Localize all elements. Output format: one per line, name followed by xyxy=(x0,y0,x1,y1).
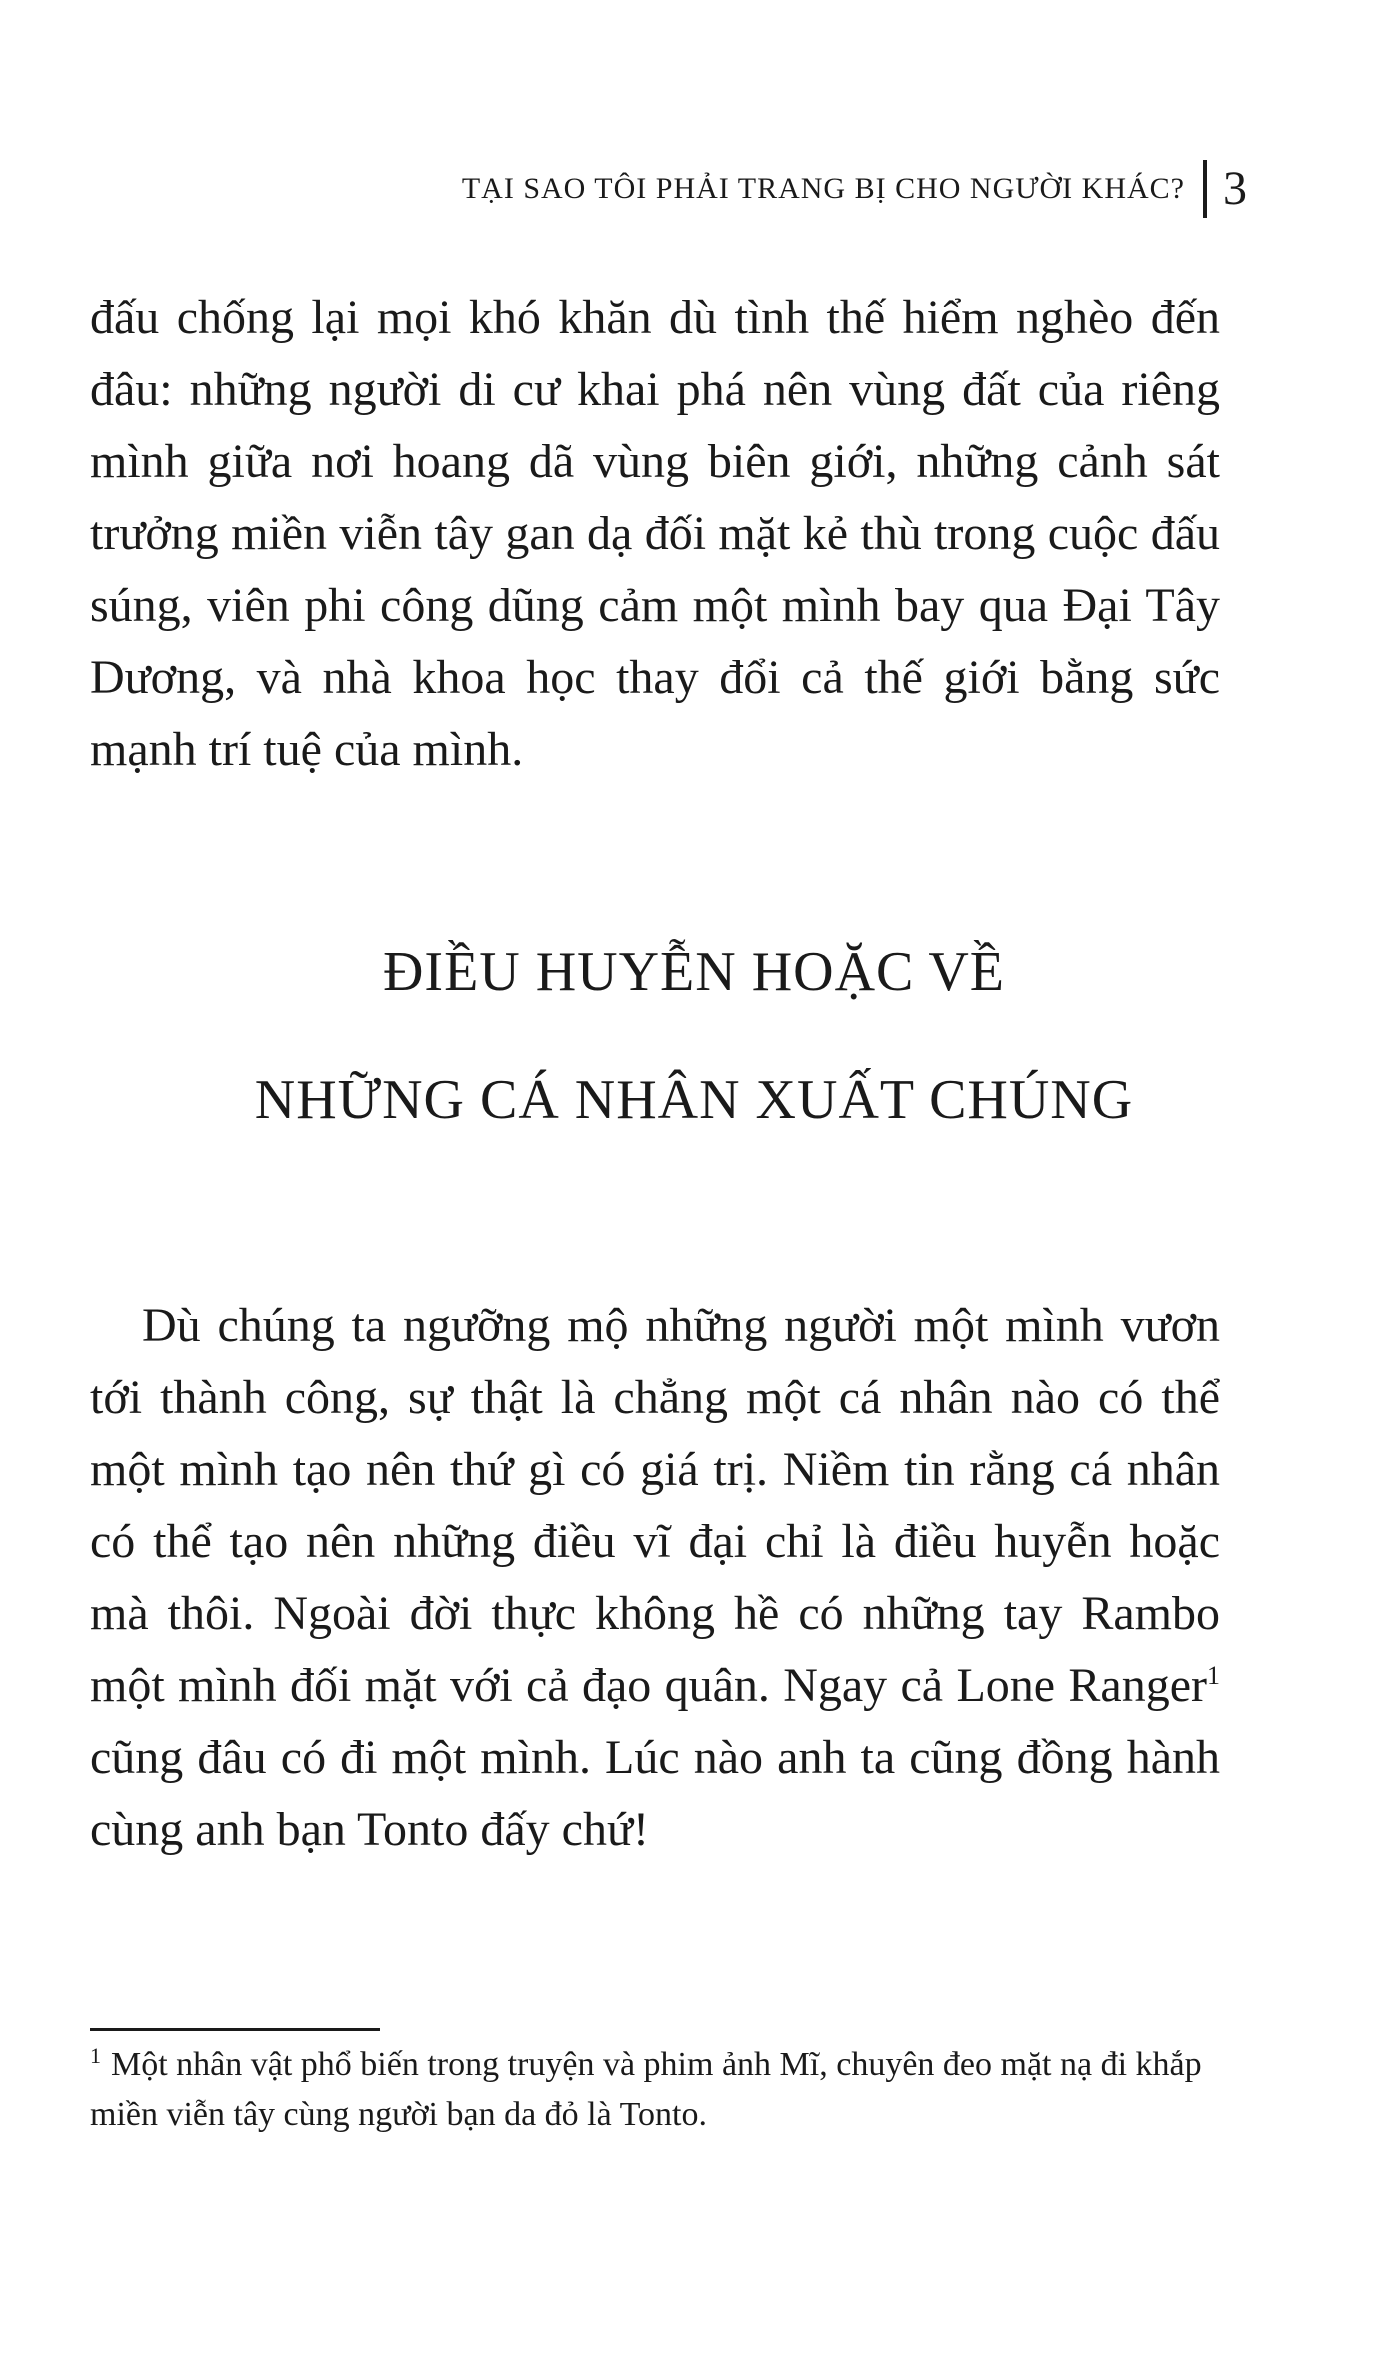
running-head-separator xyxy=(1203,160,1207,218)
paragraph-main-text-2: cũng đâu có đi một mình. Lúc nào anh ta cũng đồng hành cùng anh bạn Tonto đấy chứ! xyxy=(90,1731,1220,1856)
running-head-title: TẠI SAO TÔI PHẢI TRANG BỊ CHO NGƯỜI KHÁC? xyxy=(461,172,1185,205)
footnote-divider xyxy=(90,2028,380,2031)
section-heading-line-1: ĐIỀU HUYỄN HOẶC VỀ xyxy=(382,941,1006,1003)
footnote-text: Một nhân vật phổ biến trong truyện và phim ảnh Mĩ, chuyên đeo mặt nạ đi khắp miền viễn tây cùng người bạn da đỏ là Tonto. xyxy=(90,2046,1202,2133)
footnote xyxy=(90,2040,1210,2140)
section-heading-line-2: NHỮNG CÁ NHÂN XUẤT CHÚNG xyxy=(254,1069,1134,1131)
paragraph-main-text-1: Dù chúng ta ngưỡng mộ những người một mình vươn tới thành công, sự thật là chẳng một cá nhân nào có thể một mình tạo nên thứ gì có giá trị. Niềm tin rằng cá nhân có thể tạo nên những điều vĩ đại chỉ là điều huyễn hoặc mà thôi. Ngoài đời thực không hề có những tay Rambo một mình đối mặt với cả đạo quân. Ngay cả Lone Ranger xyxy=(90,1299,1220,1712)
footnote-marker: 1 xyxy=(90,2042,101,2068)
paragraph-continued: đấu chống lại mọi khó khăn dù tình thế hiểm nghèo đến đâu: những người di cư khai phá nên vùng đất của riêng mình giữa nơi hoang dã vùng biên giới, những cảnh sát trưởng miền viễn tây gan dạ đối mặt kẻ thù trong cuộc đấu súng, viên phi công dũng cảm một mình bay qua Đại Tây Dương, và nhà khoa học thay đổi cả thế giới bằng sức mạnh trí tuệ của mình. xyxy=(90,291,1220,776)
footnote-reference: 1 xyxy=(1207,1661,1220,1690)
paragraph-main xyxy=(90,1290,1220,1866)
running-head xyxy=(462,160,1248,218)
page-number: 3 xyxy=(1223,162,1248,215)
